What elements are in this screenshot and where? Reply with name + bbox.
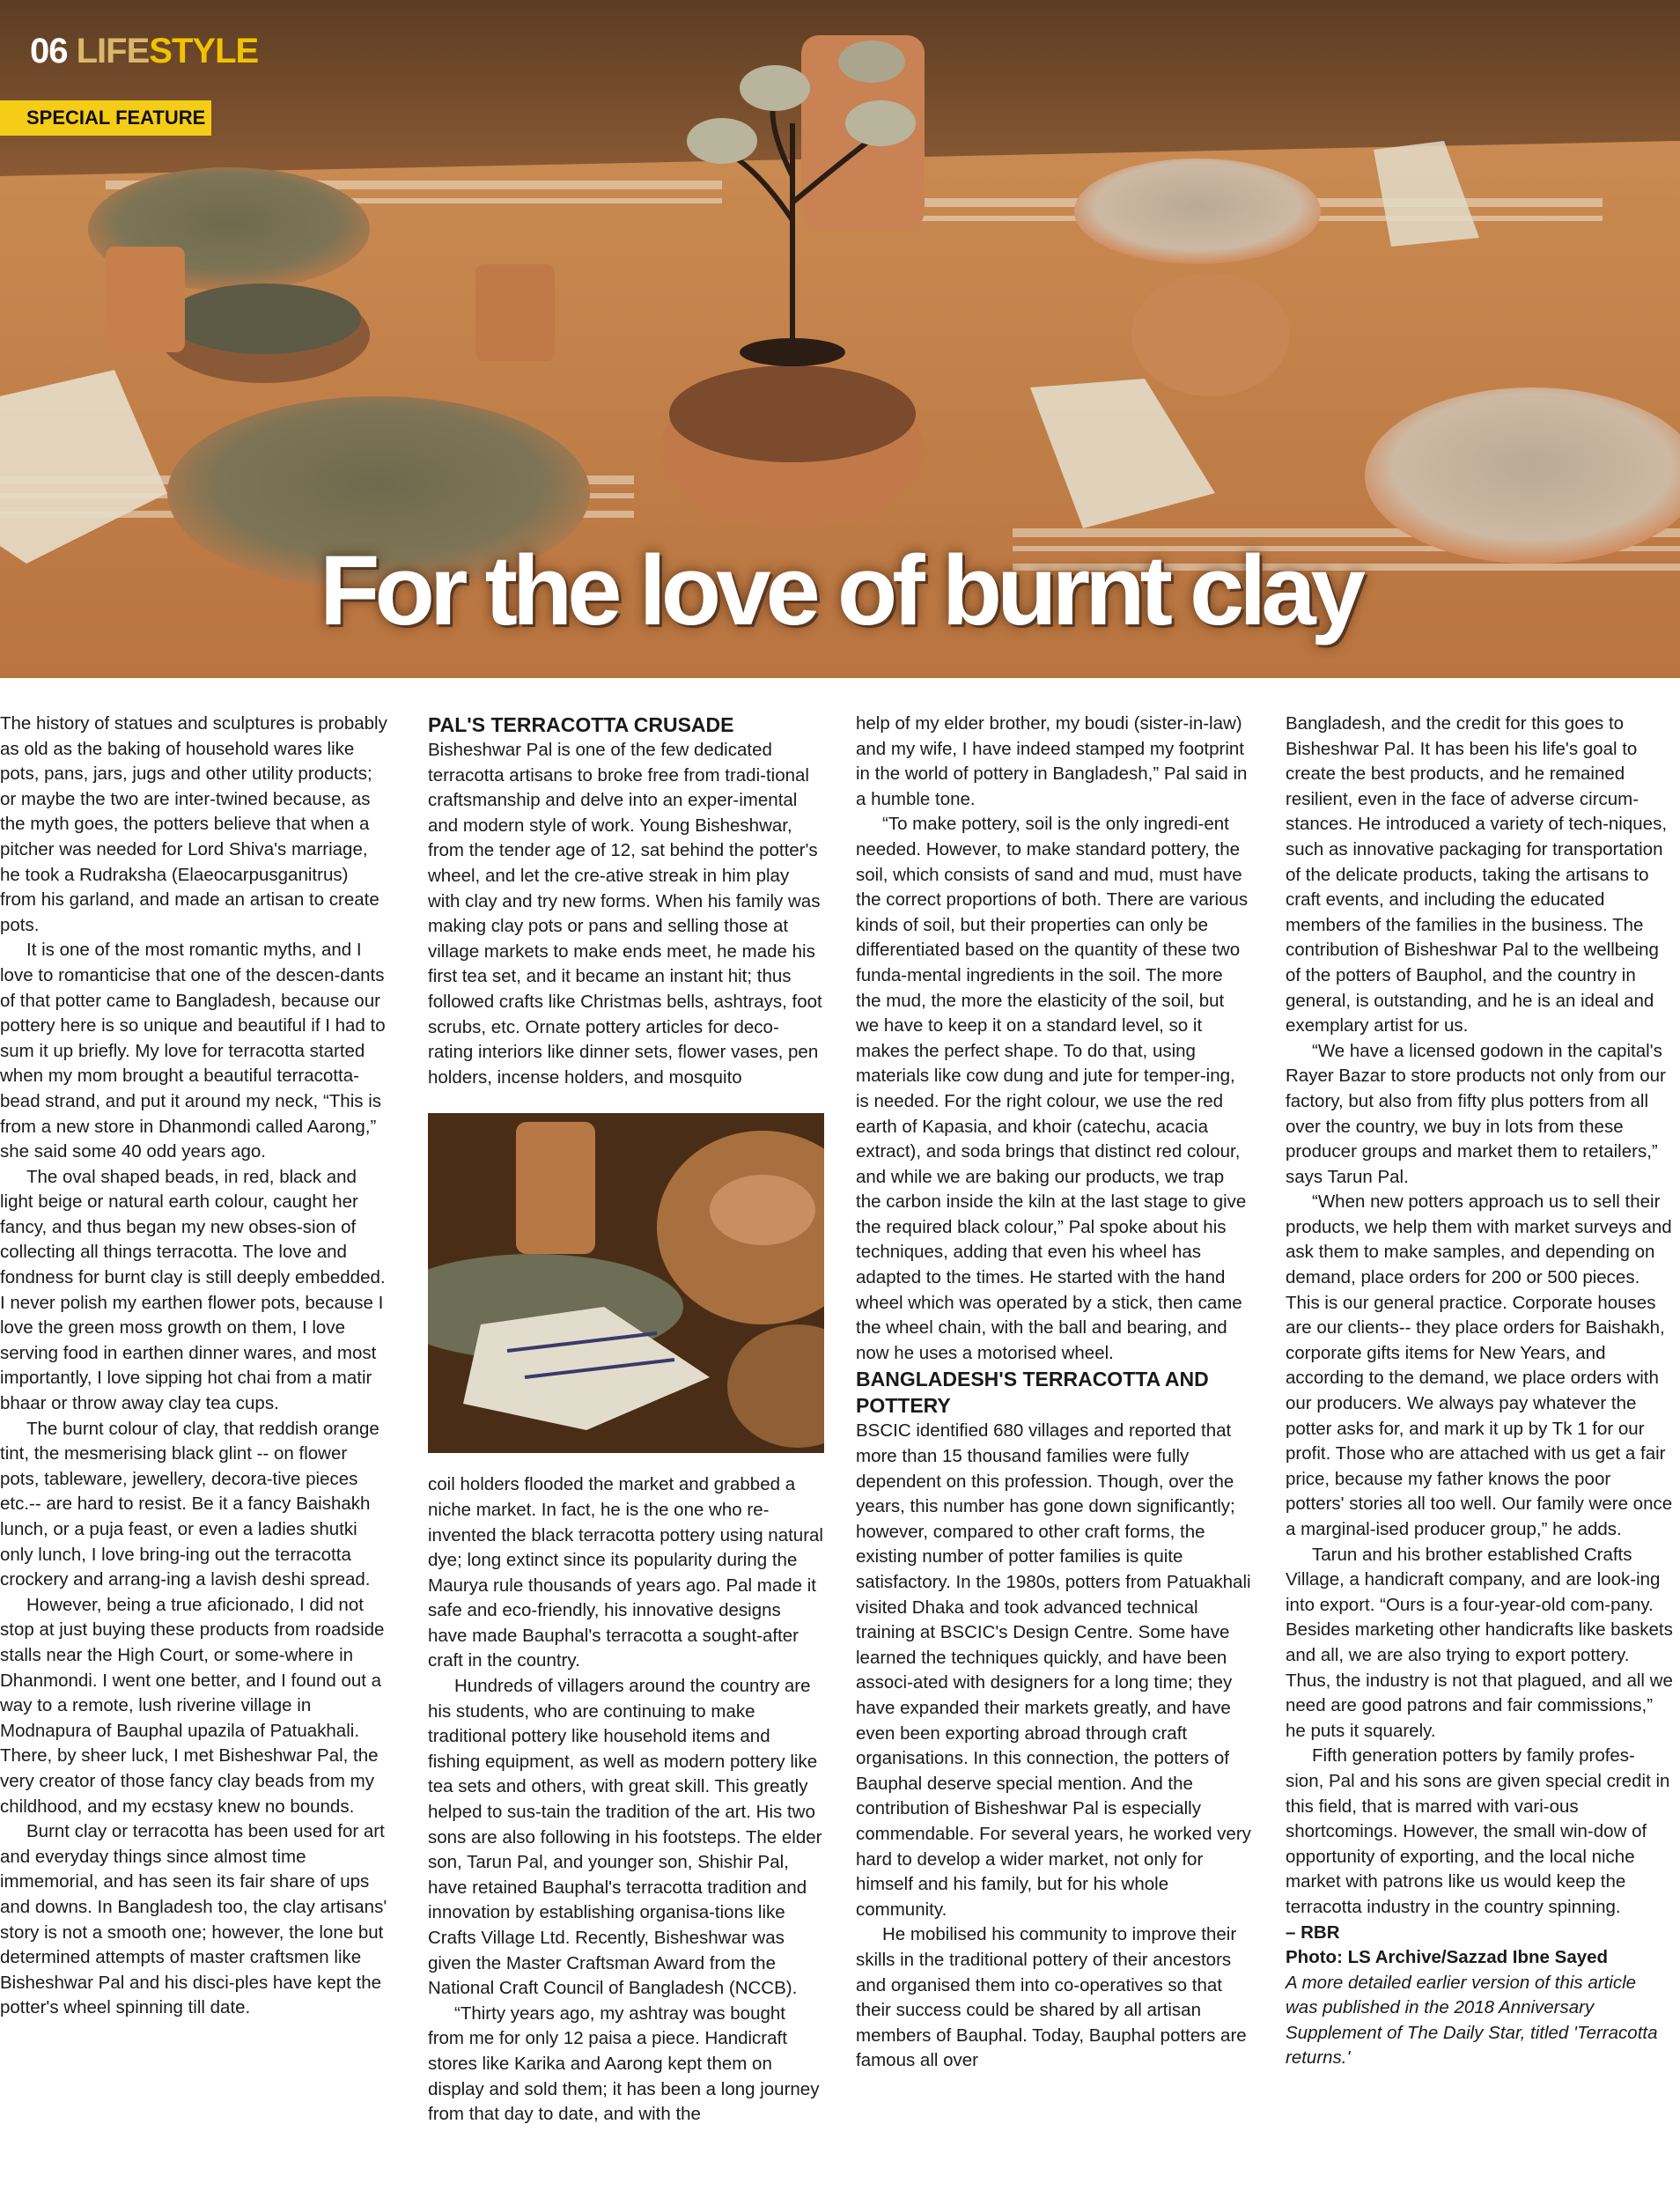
section-heading: PAL'S TERRACOTTA CRUSADE <box>428 713 734 736</box>
publication-note: A more detailed earlier version of this article was published in the 2018 Anniversary Supplement of The Daily Star, titled 'Terracotta returns.' <box>1286 1972 1658 2069</box>
pottery-closeup-illustration <box>428 1113 824 1453</box>
paragraph: Fifth generation potters by family profes-sion, Pal and his sons are given special credit in this field, that is marred with vari-ous shortcomings. However, the small win-dow of opportunity of exporting, and the local niche market with patrons like us would keep the terracotta industry in the country spinning. <box>1286 1745 1670 1917</box>
paragraph: “To make pottery, soil is the only ingredi-ent needed. However, to make standard pottery, the soil, which consists of sand and mud, must have the correct proportions of both. There are various kinds of soil, but their properties can only be differentiated based on the quantity of these two funda-mental ingredients in the soil. The more the mud, the more the elasticity of the soil, but we have to keep it on a standard level, so it makes the perfect shape. To do that, using materials like cow dung and jute for temper-ing, is needed. For the right colour, we use the red earth of Kapasia, and khoir (catechu, acacia extract), and soda brings that distinct red colour, and while we are baking our products, we trap the carbon inside the kiln at the last stage to give the required black colour,” Pal spoke about his techniques, adding that even his wheel has adapted to the times. He started with the hand wheel which was operated by a stick, then came the wheel chain, with the ball and bearing, and now he uses a motorised wheel. <box>856 814 1249 1363</box>
paragraph: Hundreds of villagers around the country are his students, who are continuing to make traditional pottery like household items and fishing equipment, as well as modern pottery like tea sets and others, with great skill. This greatly helped to sus-tain the tradition of the art. His two sons are also following in his footsteps. The elder son, Tarun Pal, and younger son, Shishir Pal, have retained Bauphal's terracotta tradition and innovation by establishing organisa-tions like Crafts Village Ltd. Recently, Bisheshwar was given the Master Craftsman Award from the National Craft Council of Bangladesh (NCCB). <box>428 1676 822 1999</box>
paragraph: The history of statues and sculptures is probably as old as the baking of household wares like pots, pans, jars, jugs and other utility products; or maybe the two are inter-twined because, as the myth goes, the potters believe that when a pitcher was needed for Lord Shiva's marriage, he took a Rudraksha (Elaeocarpusganitrus) from his garland, and made an artisan to create pots. <box>0 713 387 935</box>
paragraph: It is one of the most romantic myths, and I love to romanticise that one of the descen-dants of that potter came to Bangladesh, because our pottery here is so unique and beautiful if I had to sum it up briefly. My love for terracotta started when my mom brought a beautiful terracotta-bead strand, and put it around my neck, “This is from a new store in Dhanmondi called Aarong,” she said some 40 odd years ago. <box>0 940 386 1162</box>
author-signature: – RBR <box>1286 1921 1340 1943</box>
column-4 <box>1286 712 1673 2071</box>
photo-credit: Photo: LS Archive/Sazzad Ibne Sayed <box>1286 1947 1609 1968</box>
paragraph: Bisheshwar Pal is one of the few dedicated terracotta artisans to broke free from tradi-tional craftsmanship and delve into an exper-imental and modern style of work. Young Bisheshwar, from the tender age of 12, sat behind the potter's wheel, and let the cre-ative streak in him play with clay and try new forms. When his family was making clay pots or pans and selling those at village markets to make ends meet, he made his first tea set, and it became an instant hit; thus followed crafts like Christmas bells, ashtrays, foot scrubs, etc. Ornate pottery articles for deco-rating interiors like dinner sets, flower vases, pen holders, incense holders, and mosquito <box>428 740 822 1088</box>
paragraph: Bangladesh, and the credit for this goes to Bisheshwar Pal. It has been his life's goal to create the best products, and he remained resilient, even in the face of adverse circum-stances. He introduced a variety of tech-niques, such as innovative packaging for transportation of the delicate products, taking the artisans to craft events, and including the educated members of the families in the business. The contribution of Bisheshwar Pal to the wellbeing of the potters of Bauphol, and the country in general, is outstanding, and he is an ideal and exemplary artist for us. <box>1286 713 1668 1036</box>
paragraph: help of my elder brother, my boudi (sister-in-law) and my wife, I have indeed stamped my footprint in the world of pottery in Bangladesh,” Pal said in a humble tone. <box>856 713 1248 809</box>
page-section-label <box>30 32 258 71</box>
paragraph: coil holders flooded the market and grabbed a niche market. In fact, he is the one who re-invented the black terracotta pottery using natural dye; long extinct since its popularity during the Maurya rule thousands of years ago. Pal made it safe and eco-friendly, his innovative designs have made Bauphal's terracotta a sought-after craft in the country. <box>428 1474 823 1671</box>
paragraph: Burnt clay or terracotta has been used for art and everyday things since almost time immemorial, and has seen its fair share of ups and downs. In Bangladesh too, the clay artisans' story is not a smooth one; however, the lone but determined attempts of master craftsmen like Bisheshwar Pal and his disci-ples have kept the potter's wheel spinning till date. <box>0 1821 387 2018</box>
paragraph: However, being a true aficionado, I did not stop at just buying these products from roadside stalls near the High Court, or some-where in Dhanmondi. I went one better, and I found out a way to a remote, lush riverine village in Modnapura of Bauphal upazila of Patuakhali. There, by sheer luck, I met Bisheshwar Pal, the very creator of those fancy clay beads from my childhood, and my ecstasy knew no bounds. <box>0 1594 385 1817</box>
column-1 <box>0 712 387 2021</box>
paragraph: “Thirty years ago, my ashtray was bought from me for only 12 paisa a piece. Handicraft stores like Karika and Aarong kept them on display and sold them; it has been a long journey from that day to date, and with the <box>428 2003 820 2125</box>
special-feature-tag: SPECIAL FEATURE <box>0 100 211 136</box>
page-number: 06 <box>30 32 68 70</box>
inset-photo <box>428 1113 824 1453</box>
column-2 <box>428 712 824 2128</box>
paragraph: The burnt colour of clay, that reddish orange tint, the mesmerising black glint -- on flower pots, tableware, jewellery, decora-tive pieces etc.-- are hard to resist. Be it a fancy Baishakh lunch, or a puja feast, or even a ladies shutki only lunch, I love bring-ing out the terracotta crockery and arrang-ing a lavish deshi spread. <box>0 1418 379 1590</box>
section-name-style: STYLE <box>149 32 259 70</box>
hero-photo <box>0 0 1680 678</box>
column-3 <box>856 712 1252 2074</box>
section-heading: BANGLADESH'S TERRACOTTA AND POTTERY <box>856 1368 1209 1418</box>
paragraph: He mobilised his community to improve their skills in the traditional pottery of their ancestors and organised them into co-operatives so that their success could be shared by all artisan members of Bauphal. Today, Bauphal potters are famous all over <box>856 1924 1247 2071</box>
paragraph: “When new potters approach us to sell their products, we help them with market surveys and ask them to make samples, and depending on demand, place orders for 200 or 500 pieces. This is our general practice. Corporate houses are our clients-- they place orders for Baishakh, corporate gifts items for New Years, and according to the demand, we place orders with our producers. We always pay whatever the potter asks for, and mark it up by Tk 1 for our profit. Those who are attached with us get a fair price, because my father knows the poor potters' stories all too well. Our family were once a marginal-ised producer group,” he adds. <box>1286 1191 1673 1539</box>
paragraph: “We have a licensed godown in the capital's Rayer Bazar to store products not only from our factory, but also from fifty plus potters from all over the country, we buy in lots from these producer groups and market them to retailers,” says Tarun Pal. <box>1286 1040 1666 1187</box>
headline: For the love of burnt clay <box>320 535 1360 645</box>
paragraph: The oval shaped beads, in red, black and light beige or natural earth colour, caught her fancy, and thus began my new obses-sion of collecting all things terracotta. The love and fondness for burnt clay is still deeply embedded. I never polish my earthen flower pots, because I love the green moss growth on them, I love serving food in earthen dinner wares, and most importantly, I love sipping hot chai from a matir bhaar or throw away clay tea cups. <box>0 1166 386 1414</box>
paragraph: BSCIC identified 680 villages and reported that more than 15 thousand families were fully dependent on this profession. Though, over the years, this number has gone down significantly; however, compared to other craft forms, the existing number of potter families is quite satisfactory. In the 1980s, potters from Patuakhali visited Dhaka and took advanced technical training at BSCIC's Design Centre. Some have learned the techniques quickly, and have been associ-ated with designers for a long time; they have expanded their markets greatly, and have even been exporting abroad through craft organisations. In this connection, the potters of Bauphal deserve special mention. And the contribution of Bisheshwar Pal is especially commendable. For several years, he worked very hard to develop a wider market, not only for himself and his family, but for his whole community. <box>856 1420 1251 1920</box>
section-name-life: LIFE <box>76 32 150 70</box>
paragraph: Tarun and his brother established Crafts Village, a handicraft company, and are look-ing into export. “Ours is a four-year-old com-pany. Besides marketing other handicrafts like baskets and all, we are also trying to export pottery. Thus, the industry is not that plagued, and all we need are good patrons and fair commissions,” he puts it squarely. <box>1286 1544 1673 1741</box>
